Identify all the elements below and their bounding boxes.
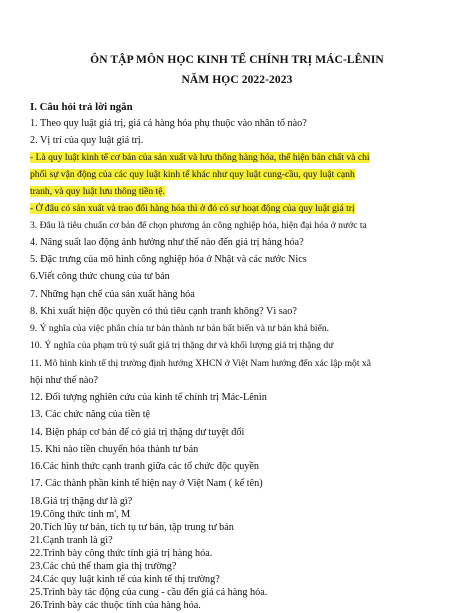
- question-line: 20.Tích lũy tư bản, tích tụ tư bản, tập trung tư bản: [30, 522, 234, 533]
- question-line: 25.Trình bày tác động của cung - cầu đến giá cả hàng hóa.: [30, 587, 268, 598]
- question-line: 24.Các quy luật kinh tế của kinh tế thị trường?: [30, 574, 220, 585]
- highlighted-answer-line: [30, 151, 370, 164]
- question-line: 5. Đặc trưng của mô hình công nghiệp hóa ở Nhật và các nước Nics: [30, 254, 307, 265]
- question-line: 2. Vị trí của quy luật giá trị.: [30, 135, 144, 146]
- question-line: 3. Đâu là tiêu chuẩn cơ bản để chọn phương án công nghiệp hóa, hiện đại hóa ở nước ta: [30, 220, 367, 231]
- question-line: 7. Những hạn chế của sản xuất hàng hóa: [30, 289, 195, 300]
- document-title: ÔN TẬP MÔN HỌC KINH TẾ CHÍNH TRỊ MÁC-LÊNIN: [90, 54, 384, 66]
- highlighted-answer-line: [30, 185, 165, 198]
- question-line: 21.Cạnh tranh là gì?: [30, 535, 113, 546]
- section-heading: I. Câu hỏi trả lời ngắn: [30, 101, 133, 113]
- highlight-text: - Ở đâu có sản xuất và trao đổi hàng hóa thì ở đó có sự hoạt động của quy luật giá trị: [30, 203, 355, 214]
- question-line: 12. Đối tượng nghiên cứu của kinh tế chính trị Mác-Lênin: [30, 392, 267, 403]
- highlight-text: - Là quy luật kinh tế cơ bản của sản xuất và lưu thông hàng hóa, thể hiện bản chất và chi: [30, 152, 370, 163]
- highlight-text: tranh, và quy luật lưu thông tiền tệ.: [30, 186, 165, 197]
- question-line: 11. Mô hình kinh tế thị trường định hướng XHCN ở Việt Nam hướng đến xác lập một xã: [30, 358, 371, 369]
- highlighted-answer-line: [30, 168, 355, 181]
- question-line: 14. Biện pháp cơ bản để có giá trị thặng dư tuyệt đối: [30, 427, 245, 438]
- question-line: 22.Trình bày công thức tính giá trị hàng hóa.: [30, 548, 213, 559]
- question-line: 10. Ý nghĩa của phạm trù tỷ suất giá trị thặng dư và khối lượng giá trị thặng dư: [30, 340, 334, 351]
- question-line: 26.Trình bày các thuộc tính của hàng hóa.: [30, 600, 201, 611]
- question-line: 8. Khi xuất hiện độc quyền có thủ tiêu cạnh tranh không? Vì sao?: [30, 306, 297, 317]
- question-line: 15. Khi nào tiền chuyển hóa thành tư bản: [30, 444, 199, 455]
- question-line: 9. Ý nghĩa của việc phân chia tư bản thành tư bản bất biến và tư bản khả biến.: [30, 323, 330, 334]
- highlighted-answer-line: [30, 202, 355, 215]
- question-line: hội như thế nào?: [30, 375, 99, 386]
- question-line: 16.Các hình thức cạnh tranh giữa các tổ chức độc quyền: [30, 461, 260, 472]
- question-line: 13. Các chức năng của tiền tệ: [30, 409, 151, 420]
- question-line: 1. Theo quy luật giá trị, giá cả hàng hóa phụ thuộc vào nhân tố nào?: [30, 118, 307, 129]
- question-line: 6.Viết công thức chung của tư bản: [30, 271, 170, 282]
- question-line: 23.Các chủ thể tham gia thị trường?: [30, 561, 177, 572]
- question-line: 19.Công thức tính m', M: [30, 509, 131, 520]
- question-line: 17. Các thành phần kinh tế hiện nay ở Việt Nam ( kể tên): [30, 478, 263, 489]
- question-line: 18.Giá trị thặng dư là gì?: [30, 496, 133, 507]
- highlight-text: phối sự vận động của các quy luật kinh tế khác như quy luật cung-cầu, quy luật cạnh: [30, 169, 355, 180]
- question-line: 4. Nâng suất lao động ảnh hưởng như thế nào đến giá trị hàng hóa?: [30, 237, 304, 248]
- document-subtitle: NĂM HỌC 2022-2023: [181, 74, 293, 86]
